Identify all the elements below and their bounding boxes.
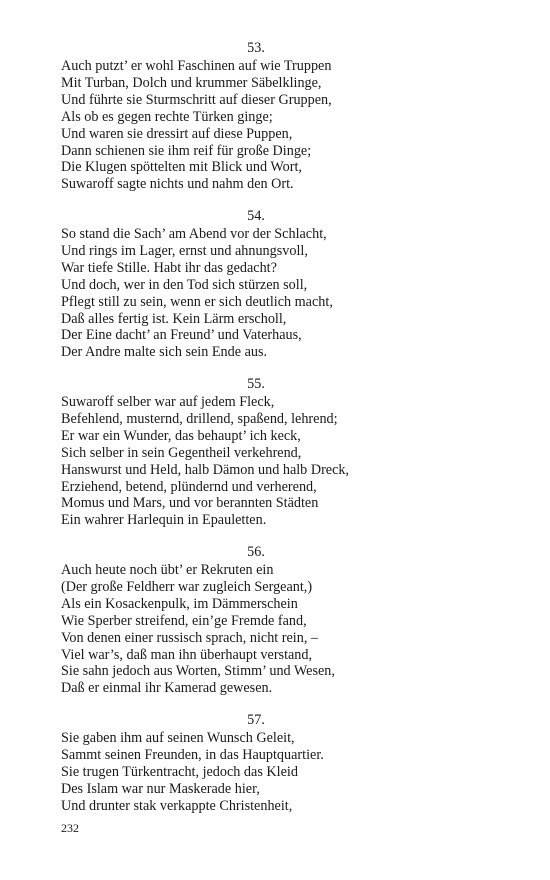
verse-lines (61, 730, 324, 815)
verse-line: Sie trugen Türkentracht, jedoch das Kleid (61, 763, 298, 780)
verse-line: Viel war’s, daß man ihn überhaupt verstand, (61, 646, 313, 663)
verse-line: Die Klugen spöttelten mit Blick und Wort, (61, 159, 302, 176)
verse-line: Und rings im Lager, ernst und ahnungsvoll, (61, 242, 308, 259)
verse-line: Von denen einer russisch sprach, nicht rein, – (61, 629, 319, 646)
verse-line: Sie gaben ihm auf seinen Wunsch Geleit, (61, 730, 295, 746)
verse-lines (61, 58, 332, 193)
verse-line: Und drunter stak verkappte Christenheit, (61, 797, 293, 814)
page-number: 232 (61, 821, 79, 835)
verse-lines (61, 394, 349, 529)
verse-line: Wie Sperber streifend, ein’ge Fremde fand, (61, 612, 307, 629)
verse-line: Momus und Mars, und vor berannten Städten (61, 495, 319, 512)
verse-line: War tiefe Stille. Habt ihr das gedacht? (61, 259, 277, 276)
verse-line: Auch putzt’ er wohl Faschinen auf wie Truppen (61, 58, 332, 74)
verse-line: Auch heute noch übt’ er Rekruten ein (61, 562, 274, 578)
verse-line: Sich selber in sein Gegentheil verkehrend, (61, 444, 302, 461)
verse-line: Er war ein Wunder, das behaupt’ ich keck, (61, 427, 301, 444)
verse-line: Hanswurst und Held, halb Dämon und halb Dreck, (61, 461, 350, 478)
stanza-number: 53. (247, 40, 265, 56)
verse-lines (61, 226, 333, 361)
stanza-number: 56. (247, 544, 265, 560)
verse-line: Daß alles fertig ist. Kein Lärm erscholl, (61, 310, 287, 327)
verse-line: Als ob es gegen rechte Türken ginge; (61, 108, 273, 125)
verse-line: Und doch, wer in den Tod sich stürzen soll, (61, 276, 308, 293)
verse-line: Suwaroff sagte nichts und nahm den Ort. (61, 176, 294, 193)
verse-line: Der Eine dacht’ an Freund’ und Vaterhaus, (61, 327, 302, 344)
verse-line: Mit Turban, Dolch und krummer Säbelklinge, (61, 74, 322, 91)
verse-line: Dann schienen sie ihm reif für große Dinge; (61, 142, 312, 159)
verse-line: Und waren sie dressirt auf diese Puppen, (61, 125, 293, 142)
verse-line: Erziehend, betend, plündernd und verherend, (61, 478, 317, 495)
stanza-number: 57. (247, 712, 265, 728)
verse-line: Befehlend, musternd, drillend, spaßend, lehrend; (61, 410, 338, 427)
verse-line: Daß er einmal ihr Kamerad gewesen. (61, 680, 273, 697)
verse-line: Ein wahrer Harlequin in Epauletten. (61, 512, 267, 529)
verse-line: Der Andre malte sich sein Ende aus. (61, 344, 268, 361)
verse-line: Und führte sie Sturmschritt auf dieser Gruppen, (61, 91, 332, 108)
verse-line: Sammt seinen Freunden, in das Hauptquartier. (61, 746, 324, 763)
verse-line: So stand die Sach’ am Abend vor der Schlacht, (61, 226, 327, 242)
verse-line: Sie sahn jedoch aus Worten, Stimm’ und Wesen, (61, 663, 335, 680)
verse-line: Pflegt still zu sein, wenn er sich deutlich macht, (61, 293, 333, 310)
verse-line: Suwaroff selber war auf jedem Fleck, (61, 394, 275, 410)
stanza-number: 54. (247, 208, 265, 224)
verse-line: Des Islam war nur Maskerade hier, (61, 780, 260, 797)
verse-lines (61, 562, 335, 697)
verse-line: (Der große Feldherr war zugleich Sergeant,) (61, 578, 313, 595)
verse-line: Als ein Kosackenpulk, im Dämmerschein (61, 595, 298, 612)
stanza-number: 55. (247, 376, 265, 392)
